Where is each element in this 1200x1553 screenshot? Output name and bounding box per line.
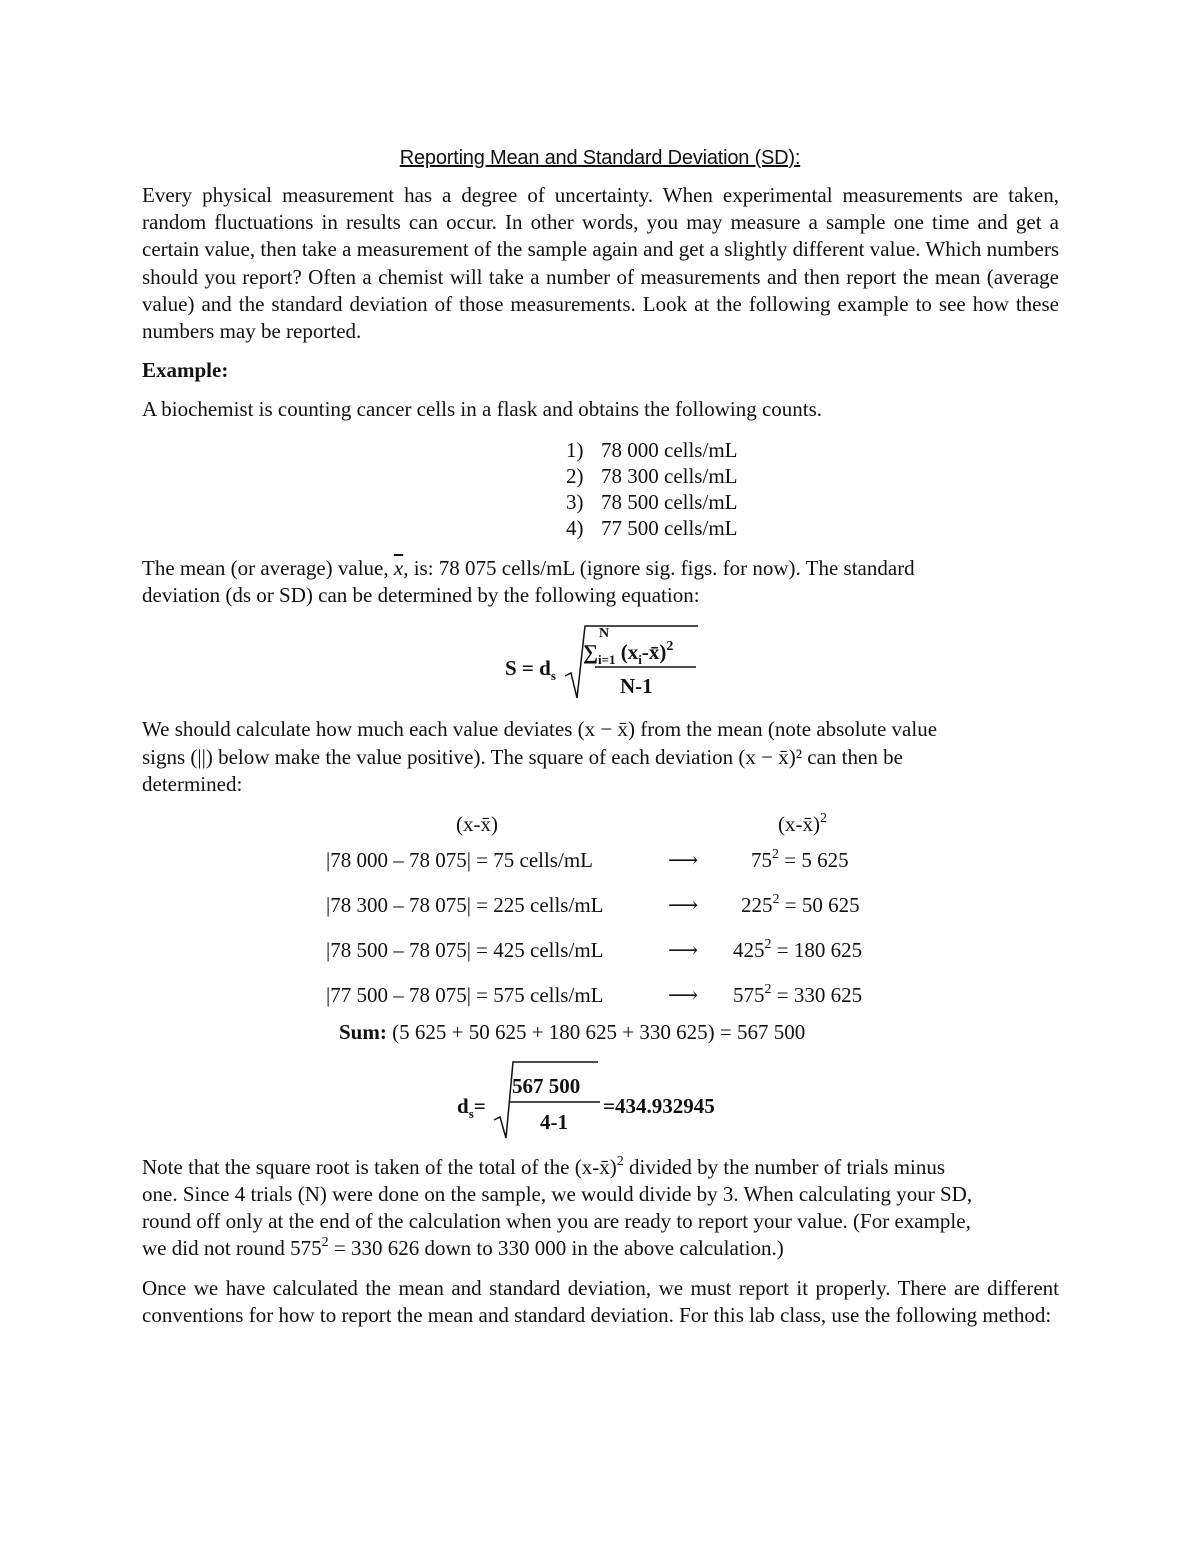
arrow-icon: ⟶	[668, 938, 699, 962]
ds-formula-result: =434.932945	[603, 1094, 715, 1118]
closing-paragraph: Once we have calculated the mean and standard deviation, we must report it properly. There are different conventions for how to report the mean and standard deviation. For this lab class, use the following method:	[142, 1276, 1059, 1328]
table-row-result: $75^2 = 5$ 625	[751, 847, 849, 872]
arrow-icon: ⟶	[668, 893, 699, 917]
sd-formula-denominator: N-1	[620, 674, 653, 698]
table-row: |78 000 – 78 075| = 75 cells/mL	[326, 848, 593, 872]
col2-header: (x-x̄)$^2$	[778, 811, 827, 836]
mean-line-1: The mean (or average) value, $\overline{x}$, is: 78 075 cells/mL (ignore sig. figs. for now). The standard	[142, 556, 915, 580]
table-row-result: $225^2 = 50$ 625	[741, 892, 860, 917]
deviation-line-3: determined:	[142, 772, 243, 796]
deviation-line-2: signs (||) below make the value positive). The square of each deviation (x − x̄)² can then be	[142, 745, 903, 769]
example-text: A biochemist is counting cancer cells in a flask and obtains the following counts.	[142, 397, 823, 421]
table-row: |78 300 – 78 075| = 225 cells/mL	[326, 893, 604, 917]
table-row-result: $575^2 = 330$ 625	[733, 982, 863, 1007]
deviation-line-1: We should calculate how much each value deviates (x − x̄) from the mean (note absolute value	[142, 717, 938, 741]
note-line-1: Note that the square root is taken of the total of the (x-x̄)$^2$ divided by the number of trials minus	[142, 1154, 946, 1179]
note-line-2: one. Since 4 trials (N) were done on the sample, we would divide by 3. When calculating your SD,	[142, 1182, 973, 1206]
table-row: |78 500 – 78 075| = 425 cells/mL	[326, 938, 604, 962]
arrow-icon: ⟶	[668, 848, 699, 872]
intro-paragraph: Every physical measurement has a degree of uncertainty. When experimental measurements are taken, random fluctuations in results can occur. In other words, you may measure a sample one time and get a certain value, then take a measurement of the sample again and get a slightly different value. Which numbers should you report? Often a chemist will take a number of measurements and then report the mean (average value) and the standard deviation of those measurements. Look at the following example to see how these numbers may be reported.	[142, 183, 1059, 344]
col1-header: (x-x̄)	[456, 812, 498, 836]
ds-formula-denominator: 4-1	[540, 1110, 568, 1134]
arrow-icon: ⟶	[668, 983, 699, 1007]
page-title: Reporting Mean and Standard Deviation (SD):	[399, 147, 801, 169]
table-row: |77 500 – 78 075| = 575 cells/mL	[326, 983, 604, 1007]
note-line-3: round off only at the end of the calculation when you are ready to report your value. (For example,	[142, 1209, 971, 1233]
counts-list	[566, 437, 737, 541]
mean-line-2: deviation (ds or SD) can be determined by the following equation:	[142, 583, 700, 607]
ds-formula-lhs: $d_s=$	[457, 1094, 486, 1121]
example-heading: Example:	[142, 358, 229, 382]
list-item: 4) 77 500 cells/mL	[566, 516, 738, 540]
sum-line: Sum: (5 625 + 50 625 + 180 625 + 330 625) = 567 500	[339, 1020, 806, 1044]
list-item: 2) 78 300 cells/mL	[566, 464, 738, 488]
list-item: 1) 78 000 cells/mL	[566, 438, 738, 462]
table-row-result: $425^2 = 180$ 625	[733, 937, 863, 962]
sd-formula-lhs: $S = d_s$	[505, 656, 556, 683]
sd-formula-numerator: ∑ N $_{i=1}$ $(x_i-x̄)^2$	[583, 626, 674, 667]
list-item: 3) 78 500 cells/mL	[566, 490, 738, 514]
note-line-4: we did not round $575^2 = 330$ 626 down to 330 000 in the above calculation.)	[142, 1235, 784, 1260]
ds-formula-numerator: 567 500	[512, 1074, 581, 1098]
